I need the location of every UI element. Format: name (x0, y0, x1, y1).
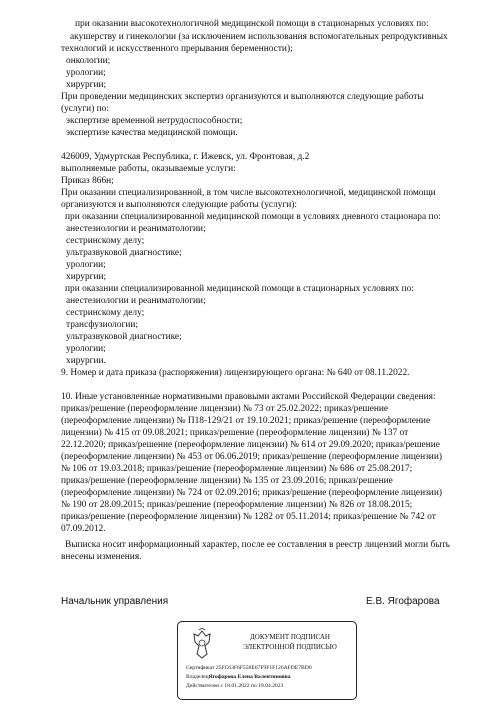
text-line: сестринскому делу; (66, 236, 145, 246)
text-line: № 190 от 28.09.2015; приказ/решение (переоформление лицензии) № 826 от 18.08.2015; (61, 500, 413, 510)
text-line: онкологии; (66, 56, 111, 66)
text-line: выполняемые работы, оказываемые услуги: (61, 164, 236, 174)
text-line: хирургии; (66, 272, 107, 282)
text-line: экспертизе временной нетрудоспособности; (66, 116, 243, 126)
text-line: хирургии; (66, 80, 107, 90)
text-line: организуются и выполняются следующие работы (услуги): (61, 200, 298, 210)
text-line: при оказании высокотехнологичной медицинской помощи в стационарных условиях по: (75, 19, 429, 29)
text-line: приказ/решение (переоформление лицензии) № 1282 от 05.11.2014; приказ/решение № 742 от (61, 512, 436, 522)
stamp-owner-row (186, 674, 291, 681)
coat-of-arms-icon (190, 628, 214, 660)
text-line: № 106 от 19.03.2018; приказ/решение (переоформление лицензии) № 686 от 25.08.2017; (61, 464, 413, 474)
text-line: урологии; (66, 344, 106, 354)
text-line: (услуги) по: (61, 104, 109, 114)
signatory-position: Начальник управления (61, 596, 169, 607)
text-line: 07.09.2012. (61, 524, 106, 534)
text-line: (переоформление лицензии) № П18-129/21 от 19.10.2021; приказ/решение (переоформление (61, 416, 431, 426)
stamp-certificate: Сертификат 25FC63F6F558E67F9F1F126AFDE7BD0 (186, 665, 312, 671)
text-line: урологии; (66, 260, 106, 270)
text-line: ультразвуковой диагностике; (66, 332, 182, 342)
signatory-name: Е.В. Ягофарова (366, 596, 440, 607)
text-line: (переоформление лицензии) № 453 от 06.06.2019; приказ/решение (переоформление лицензии) (61, 452, 442, 462)
stamp-title-line1: ДОКУМЕНТ ПОДПИСАН (250, 633, 330, 641)
text-line: 9. Номер и дата приказа (распоряжения) лицензирующего органа: № 640 от 08.11.2022. (61, 368, 410, 378)
stamp-owner-label: Владелец (186, 674, 209, 680)
text-line: Приказ 866н; (61, 176, 114, 186)
text-line: анестезиологии и реаниматологии; (66, 296, 206, 306)
text-line: лицензии) № 415 от 09.08.2021; приказ/решение (переоформление лицензии) № 137 от (61, 428, 409, 438)
text-line: анестезиологии и реаниматологии; (66, 224, 206, 234)
text-line: хирургии. (66, 356, 106, 366)
text-line: технологий и искусственного прерывания беременности); (61, 44, 293, 54)
text-line: сестринскому делу; (66, 308, 145, 318)
text-line: экспертизе качества медицинской помощи. (66, 128, 238, 138)
text-line: приказ/решение (переоформление лицензии) № 135 от 23.09.2016; приказ/решение (61, 476, 393, 486)
stamp-owner: Ягофарова Елена Валентиновна (208, 674, 291, 680)
text-line: ультразвуковой диагностике; (66, 248, 182, 258)
text-line: при оказании специализированной медицинской помощи в стационарных условиях по: (65, 284, 414, 294)
text-line: 22.12.2020; приказ/решение (переоформление лицензии) № 614 от 29.09.2020; приказ/решение (61, 440, 440, 450)
text-line: При проведении медицинских экспертиз организуются и выполняются следующие работы (61, 92, 424, 102)
text-line: при оказании специализированной медицинской помощи в условиях дневного стационара по: (65, 212, 441, 222)
text-line: При оказании специализированной, в том числе высокотехнологичной, медицинской помощи (61, 188, 436, 198)
stamp-validity: Действителен с 18.01.2022 по 18.04.2023 (186, 683, 284, 689)
text-line: 426009, Удмуртская Республика, г. Ижевск, ул. Фронтовая, д.2 (61, 152, 310, 162)
text-line: (переоформление лицензии) № 724 от 02.09.2016; приказ/решение (переоформление лицензии) (61, 488, 442, 498)
text-line: Выписка носит информационный характер, после ее составления в реестр лицензий могли быть (65, 540, 450, 550)
stamp-title-line2: ЭЛЕКТРОННОЙ ПОДПИСЬЮ (243, 643, 337, 651)
text-line: урологии; (66, 68, 106, 78)
text-line: трансфузиологии; (66, 320, 139, 330)
electronic-signature-stamp (177, 621, 357, 700)
text-line: акушерству и гинекологии (за исключением использования вспомогательных репродуктивных (70, 32, 448, 42)
text-line: 10. Иные установленные нормативными правовыми актами Российской Федерации сведения: (61, 392, 436, 402)
text-line: внесены изменения. (61, 552, 142, 562)
text-line: приказ/решение (переоформление лицензии) № 73 от 25.02.2022; приказ/решение (61, 404, 389, 414)
